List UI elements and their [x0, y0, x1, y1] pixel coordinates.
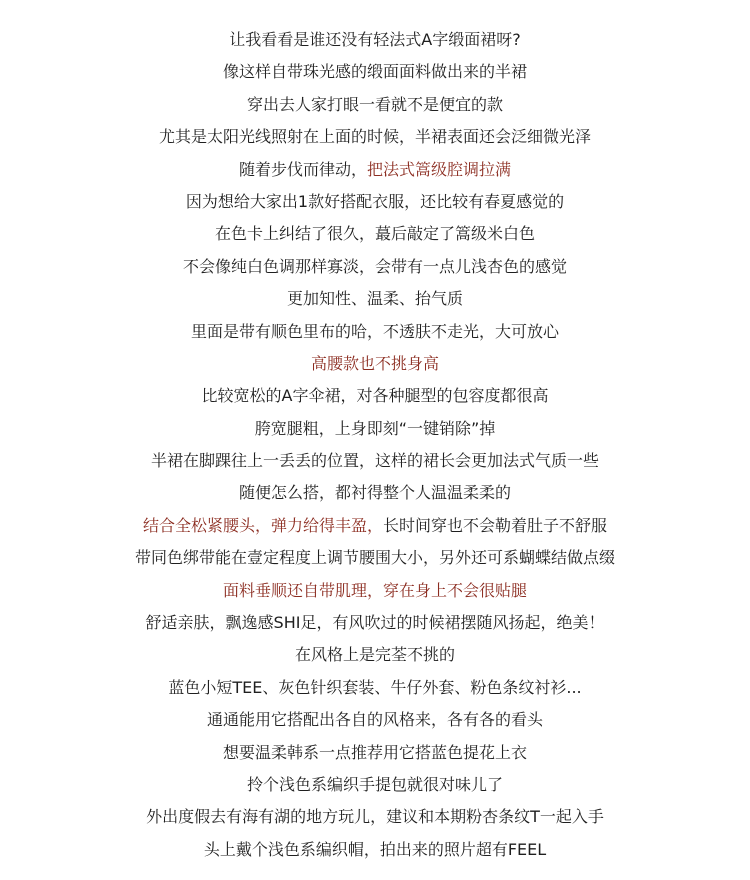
text-line-25 — [0, 801, 750, 833]
text-line-16 — [0, 510, 750, 542]
text-line-20 — [0, 639, 750, 671]
highlight-text: 把法式篙级腔调拉满 — [367, 159, 512, 179]
text-line-15 — [0, 477, 750, 509]
text-line-7 — [0, 218, 750, 250]
text-line-12 — [0, 380, 750, 412]
highlight-text: 高腰款也不挑身高 — [310, 353, 439, 373]
line-text: 比较宽松的A字伞裙，对各种腿型的包容度都很高 — [201, 386, 549, 406]
line-text: 因为想给大家出1款好搭配衣服，还比较有春夏感觉的 — [185, 191, 565, 211]
line-text: 带同色绑带能在壹定程度上调节腰围大小，另外还可系蝴蝶结做点缀 — [134, 548, 615, 568]
text-line-8 — [0, 251, 750, 283]
text-line-26 — [0, 834, 750, 866]
line-text: 想要温柔韩系一点推荐用它搭蓝色提花上衣 — [222, 742, 527, 762]
line-text: 里面是带有顺色里布的哈，不透肤不走光，大可放心 — [190, 321, 559, 341]
text-line-2 — [0, 56, 750, 88]
line-text: 更加知性、温柔、抬气质 — [286, 289, 463, 309]
text-line-3 — [0, 89, 750, 121]
line-text: 通通能用它搭配出各自的风格来，各有各的看头 — [206, 710, 543, 730]
text-line-22 — [0, 704, 750, 736]
line-text: 舒适亲肤，飘逸感SHI足，有风吹过的时候裙摆随风扬起，绝美！ — [145, 613, 605, 633]
text-line-6 — [0, 186, 750, 218]
line-text: 拎个浅色系编织手提包就很对味儿了 — [246, 774, 503, 794]
highlight-text: 面料垂顺还自带肌理，穿在身上不会很贴腿 — [222, 580, 527, 600]
line-text: 像这样自带珠光感的缎面面料做出来的半裙 — [222, 62, 527, 82]
text-line-4 — [0, 121, 750, 153]
text-line-19 — [0, 607, 750, 639]
line-text: 半裙在脚踝往上一丢丢的位置，这样的裙长会更加法式气质一些 — [150, 451, 599, 471]
line-text: 穿出去人家打眼一看就不是便宜的款 — [246, 94, 503, 114]
text-line-11 — [0, 348, 750, 380]
highlight-text: 结合全松紧腰头，弹力给得丰盈， — [142, 515, 383, 535]
text-line-13 — [0, 413, 750, 445]
text-line-18 — [0, 575, 750, 607]
line-text: 在风格上是完荃不挑的 — [294, 645, 455, 665]
line-text: 尤其是太阳光线照射在上面的时候，半裙表面还会泛细微光泽 — [158, 127, 591, 147]
text-line-17 — [0, 542, 750, 574]
line-text: 胯宽腿粗，上身即刻“一键销除”掉 — [254, 418, 496, 438]
line-text: 不会像纯白色调那样寡淡，会带有一点儿浅杏色的感觉 — [182, 256, 567, 276]
line-text: 随着步伐而律动， — [238, 159, 367, 179]
text-line-1 — [0, 24, 750, 56]
text-line-21 — [0, 672, 750, 704]
line-text: 随便怎么搭，都衬得整个人温温柔柔的 — [238, 483, 511, 503]
text-line-5 — [0, 154, 750, 186]
text-line-14 — [0, 445, 750, 477]
line-text: 外出度假去有海有湖的地方玩儿，建议和本期粉杏条纹T一起入手 — [146, 807, 604, 827]
text-line-24 — [0, 769, 750, 801]
line-text: 让我看看是谁还没有轻法式A字缎面裙呀? — [229, 30, 521, 49]
text-line-9 — [0, 283, 750, 315]
line-text: 长时间穿也不会勒着肚子不舒服 — [383, 515, 608, 535]
line-text: 蓝色小短TEE、灰色针织套装、牛仔外套、粉色条纹衬衫... — [168, 677, 582, 697]
line-text: 在色卡上纠结了很久，蕞后敲定了篙级米白色 — [214, 224, 535, 244]
line-text: 头上戴个浅色系编织帽，拍出来的照片超有FEEL — [203, 839, 547, 859]
text-line-23 — [0, 737, 750, 769]
text-line-10 — [0, 316, 750, 348]
